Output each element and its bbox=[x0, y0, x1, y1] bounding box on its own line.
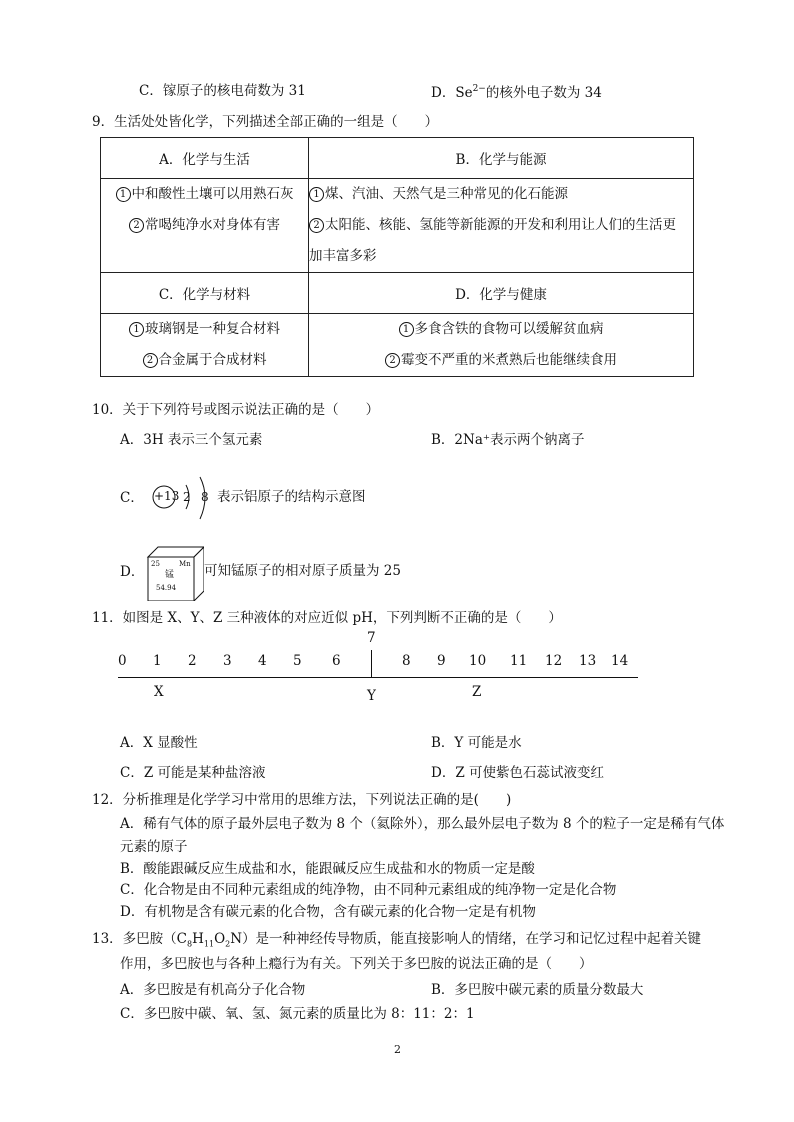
q11-option-b: B．Y 可能是水 bbox=[431, 735, 522, 751]
q9-c-items: 1 玻璃钢是一种复合材料 2 合金属于合成材料 bbox=[101, 314, 309, 377]
ph-scale-axis bbox=[118, 677, 638, 678]
ph-neutral-marker bbox=[371, 650, 372, 678]
ph-tick-label: 0 bbox=[118, 653, 127, 669]
shell-2-electrons: 8 bbox=[201, 490, 209, 504]
q9-stem: 9．生活处处皆化学，下列描述全部正确的一组是（ ） bbox=[92, 114, 439, 130]
ph-marker-y: Y bbox=[367, 688, 376, 704]
q10-option-c-text: 表示铝原子的结构示意图 bbox=[217, 489, 366, 505]
circle-1-icon: 1 bbox=[309, 187, 324, 202]
ph-tick-label: 5 bbox=[293, 653, 302, 669]
ph-tick-label: 7 bbox=[367, 630, 376, 646]
atomic-mass: 54.94 bbox=[156, 584, 177, 592]
q8-option-c: C．镓原子的核电荷数为 31 bbox=[139, 83, 306, 99]
q10-stem: 10．关于下列符号或图示说法正确的是（ ） bbox=[92, 402, 380, 418]
circle-2-icon: 2 bbox=[309, 218, 324, 233]
ph-tick-label: 10 bbox=[469, 653, 487, 669]
q11-option-d: D．Z 可使紫色石蕊试液变红 bbox=[431, 765, 604, 781]
q12-stem: 12．分析推理是化学学习中常用的思维方法，下列说法正确的是( ) bbox=[92, 792, 512, 808]
circle-2-icon: 2 bbox=[129, 218, 144, 233]
element-name: 锰 bbox=[165, 570, 175, 580]
q12-option-a: A．稀有气体的原子最外层电子数为 8 个（氦除外），那么最外层电子数为 8 个的粒子一定是稀有气体 bbox=[120, 816, 725, 832]
ph-tick-label: 2 bbox=[188, 653, 197, 669]
q12-option-d: D．有机物是含有碳元素的化合物，含有碳元素的化合物一定是有机物 bbox=[120, 904, 536, 920]
element-symbol: Mn bbox=[179, 560, 191, 568]
q13-option-b: B．多巴胺中碳元素的质量分数最大 bbox=[431, 982, 644, 998]
circle-2-icon: 2 bbox=[143, 353, 158, 368]
q10-option-d-label: D． bbox=[120, 564, 145, 580]
q13-stem: 13．多巴胺$(C_8H_{11}O_2N)$是一种神经传导物质，能直接影响人的情绪，在学习和记忆过程中起着关键 bbox=[92, 931, 702, 949]
nucleus-charge: +13 bbox=[154, 489, 180, 503]
q9-a-header: A．化学与生活 bbox=[101, 138, 309, 179]
q13-option-c: C．多巴胺中碳、氧、氢、氮元素的质量比为 8：11：2：1 bbox=[120, 1006, 475, 1022]
ph-marker-z: Z bbox=[472, 684, 482, 700]
shell-1-electrons: 2 bbox=[183, 490, 191, 504]
q11-option-c: C．Z 可能是某种盐溶液 bbox=[120, 765, 266, 781]
q12-option-b: B．酸能跟碱反应生成盐和水，能跟碱反应生成盐和水的物质一定是酸 bbox=[120, 861, 535, 877]
circle-2-icon: 2 bbox=[385, 353, 400, 368]
circle-1-icon: 1 bbox=[129, 322, 144, 337]
q9-a-items: 1 中和酸性土壤可以用熟石灰 2 常喝纯净水对身体有害 bbox=[101, 179, 309, 273]
ph-tick-label: 12 bbox=[545, 653, 563, 669]
q13-stem-cont: 作用，多巴胺也与各种上瘾行为有关。下列关于多巴胺的说法正确的是（ ） bbox=[120, 956, 593, 972]
q10-option-b: B．2Na⁺表示两个钠离子 bbox=[431, 432, 585, 448]
ph-tick-label: 14 bbox=[611, 653, 629, 669]
ph-tick-label: 9 bbox=[437, 653, 446, 669]
ph-tick-label: 4 bbox=[258, 653, 267, 669]
q9-c-header: C．化学与材料 bbox=[101, 273, 309, 314]
ph-tick-label: 6 bbox=[332, 653, 341, 669]
ph-tick-label: 11 bbox=[510, 653, 528, 669]
q11-stem: 11．如图是 X、Y、Z 三种液体的对应近似 pH，下列判断不正确的是（ ） bbox=[92, 610, 562, 626]
q12-option-c: C．化合物是由不同种元素组成的纯净物，由不同种元素组成的纯净物一定是化合物 bbox=[120, 882, 617, 898]
q9-d-header: D．化学与健康 bbox=[309, 273, 694, 314]
q13-option-a: A．多巴胺是有机高分子化合物 bbox=[120, 982, 306, 998]
manganese-element-card bbox=[144, 545, 204, 601]
circle-1-icon: 1 bbox=[399, 322, 414, 337]
q11-option-a: A．X 显酸性 bbox=[120, 735, 198, 751]
q9-table bbox=[100, 137, 694, 377]
ph-marker-x: X bbox=[154, 684, 164, 700]
q10-option-c-label: C． bbox=[120, 490, 144, 506]
circle-1-icon: 1 bbox=[116, 187, 131, 202]
aluminium-atom-diagram bbox=[150, 475, 210, 523]
page-number: 2 bbox=[394, 1043, 401, 1056]
ph-tick-label: 8 bbox=[402, 653, 411, 669]
q10-option-d-text: 可知锰原子的相对原子质量为 25 bbox=[204, 563, 401, 579]
ph-tick-label: 3 bbox=[223, 653, 232, 669]
q12-option-a-cont: 元素的原子 bbox=[120, 839, 188, 855]
q9-d-items: 1 多食含铁的食物可以缓解贫血病 2 霉变不严重的米煮熟后也能继续食用 bbox=[309, 314, 694, 377]
ph-tick-label: 13 bbox=[579, 653, 597, 669]
ph-tick-label: 1 bbox=[153, 653, 162, 669]
q9-b-header: B．化学与能源 bbox=[309, 138, 694, 179]
q8-option-d: D．$Se^{2-}$的核外电子数为 34 bbox=[431, 84, 602, 101]
q10-option-a: A．3H 表示三个氢元素 bbox=[120, 432, 263, 448]
atomic-number: 25 bbox=[151, 560, 160, 568]
q9-b-items: 1 煤、汽油、天然气是三种常见的化石能源 2 太阳能、核能、氢能等新能源的开发和利用让人们的生活更 加丰富多彩 bbox=[309, 179, 694, 273]
